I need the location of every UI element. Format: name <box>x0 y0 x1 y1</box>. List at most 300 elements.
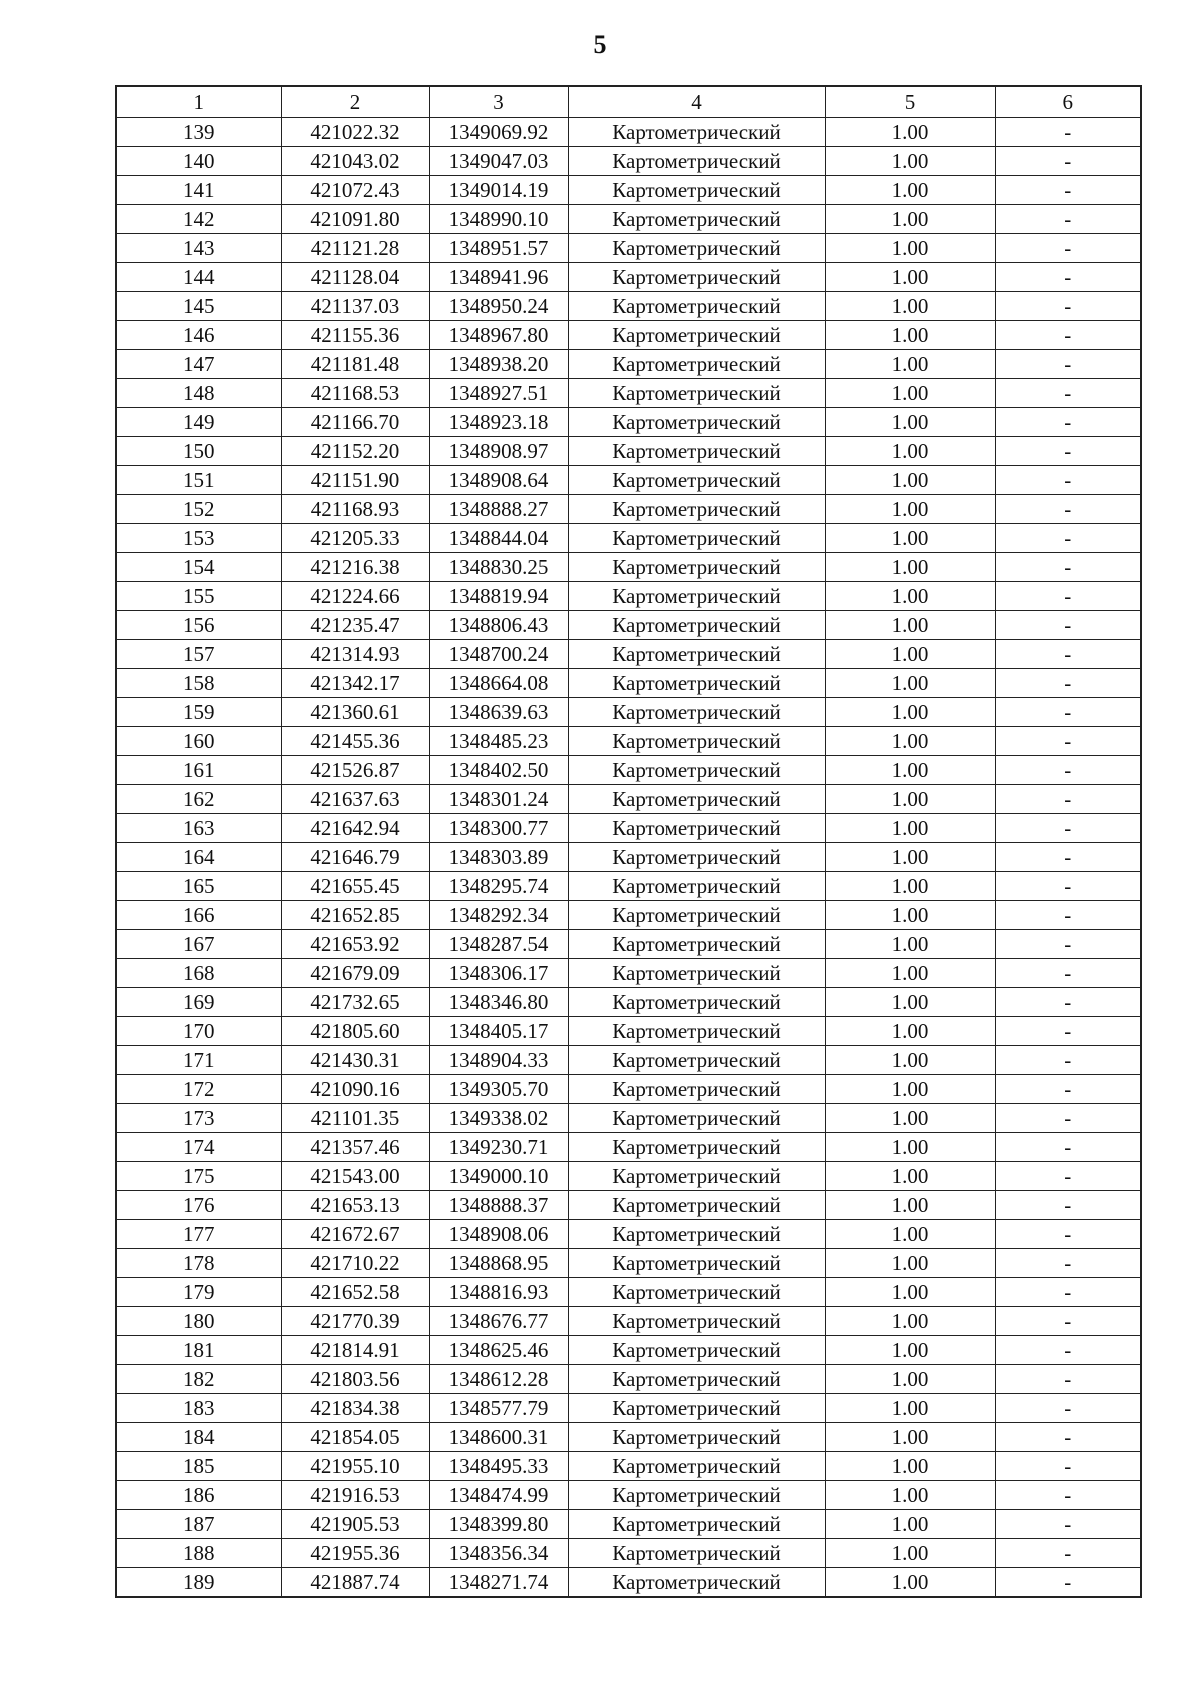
table-row <box>116 379 1141 408</box>
point-number-cell: 180 <box>116 1307 281 1336</box>
description-cell: - <box>995 1568 1141 1598</box>
point-number-cell: 175 <box>116 1162 281 1191</box>
description-cell: - <box>995 1046 1141 1075</box>
description-cell: - <box>995 1017 1141 1046</box>
y-coordinate-cell: 1348600.31 <box>429 1423 568 1452</box>
method-cell: Картометрический <box>568 1452 825 1481</box>
table-row <box>116 1017 1141 1046</box>
description-cell: - <box>995 118 1141 147</box>
y-coordinate-cell: 1348399.80 <box>429 1510 568 1539</box>
y-coordinate-cell: 1348306.17 <box>429 959 568 988</box>
y-coordinate-cell: 1348816.93 <box>429 1278 568 1307</box>
description-cell: - <box>995 350 1141 379</box>
table-row <box>116 1336 1141 1365</box>
table-row <box>116 1510 1141 1539</box>
point-number-cell: 185 <box>116 1452 281 1481</box>
description-cell: - <box>995 872 1141 901</box>
point-number-cell: 147 <box>116 350 281 379</box>
table-row <box>116 872 1141 901</box>
point-number-cell: 153 <box>116 524 281 553</box>
accuracy-cell: 1.00 <box>825 1307 995 1336</box>
point-number-cell: 142 <box>116 205 281 234</box>
method-cell: Картометрический <box>568 785 825 814</box>
method-cell: Картометрический <box>568 930 825 959</box>
x-coordinate-cell: 421430.31 <box>281 1046 429 1075</box>
header-row <box>116 86 1141 118</box>
y-coordinate-cell: 1348292.34 <box>429 901 568 930</box>
method-cell: Картометрический <box>568 1394 825 1423</box>
accuracy-cell: 1.00 <box>825 582 995 611</box>
method-cell: Картометрический <box>568 495 825 524</box>
method-cell: Картометрический <box>568 988 825 1017</box>
x-coordinate-cell: 421224.66 <box>281 582 429 611</box>
accuracy-cell: 1.00 <box>825 147 995 176</box>
y-coordinate-cell: 1348346.80 <box>429 988 568 1017</box>
description-cell: - <box>995 727 1141 756</box>
x-coordinate-cell: 421955.10 <box>281 1452 429 1481</box>
method-cell: Картометрический <box>568 1017 825 1046</box>
coordinates-table <box>115 85 1142 1598</box>
accuracy-cell: 1.00 <box>825 292 995 321</box>
x-coordinate-cell: 421770.39 <box>281 1307 429 1336</box>
point-number-cell: 187 <box>116 1510 281 1539</box>
x-coordinate-cell: 421646.79 <box>281 843 429 872</box>
y-coordinate-cell: 1348990.10 <box>429 205 568 234</box>
y-coordinate-cell: 1348356.34 <box>429 1539 568 1568</box>
description-cell: - <box>995 756 1141 785</box>
table-row <box>116 553 1141 582</box>
description-cell: - <box>995 408 1141 437</box>
table-row <box>116 408 1141 437</box>
y-coordinate-cell: 1348625.46 <box>429 1336 568 1365</box>
page-number: 5 <box>593 30 607 59</box>
description-cell: - <box>995 1307 1141 1336</box>
column-header: 6 <box>995 86 1141 118</box>
point-number-cell: 168 <box>116 959 281 988</box>
table-row <box>116 611 1141 640</box>
column-header: 1 <box>116 86 281 118</box>
point-number-cell: 151 <box>116 466 281 495</box>
accuracy-cell: 1.00 <box>825 1046 995 1075</box>
y-coordinate-cell: 1348402.50 <box>429 756 568 785</box>
point-number-cell: 146 <box>116 321 281 350</box>
description-cell: - <box>995 1394 1141 1423</box>
x-coordinate-cell: 421655.45 <box>281 872 429 901</box>
accuracy-cell: 1.00 <box>825 408 995 437</box>
x-coordinate-cell: 421543.00 <box>281 1162 429 1191</box>
x-coordinate-cell: 421679.09 <box>281 959 429 988</box>
method-cell: Картометрический <box>568 437 825 466</box>
x-coordinate-cell: 421905.53 <box>281 1510 429 1539</box>
y-coordinate-cell: 1348830.25 <box>429 553 568 582</box>
y-coordinate-cell: 1348904.33 <box>429 1046 568 1075</box>
point-number-cell: 186 <box>116 1481 281 1510</box>
method-cell: Картометрический <box>568 553 825 582</box>
accuracy-cell: 1.00 <box>825 118 995 147</box>
point-number-cell: 154 <box>116 553 281 582</box>
x-coordinate-cell: 421128.04 <box>281 263 429 292</box>
description-cell: - <box>995 640 1141 669</box>
table-row <box>116 1133 1141 1162</box>
x-coordinate-cell: 421803.56 <box>281 1365 429 1394</box>
description-cell: - <box>995 466 1141 495</box>
table-row <box>116 785 1141 814</box>
method-cell: Картометрический <box>568 147 825 176</box>
point-number-cell: 159 <box>116 698 281 727</box>
description-cell: - <box>995 611 1141 640</box>
accuracy-cell: 1.00 <box>825 1365 995 1394</box>
point-number-cell: 171 <box>116 1046 281 1075</box>
x-coordinate-cell: 421072.43 <box>281 176 429 205</box>
x-coordinate-cell: 421235.47 <box>281 611 429 640</box>
x-coordinate-cell: 421652.85 <box>281 901 429 930</box>
accuracy-cell: 1.00 <box>825 1104 995 1133</box>
method-cell: Картометрический <box>568 843 825 872</box>
description-cell: - <box>995 524 1141 553</box>
x-coordinate-cell: 421805.60 <box>281 1017 429 1046</box>
table-row <box>116 727 1141 756</box>
y-coordinate-cell: 1348639.63 <box>429 698 568 727</box>
y-coordinate-cell: 1349014.19 <box>429 176 568 205</box>
x-coordinate-cell: 421342.17 <box>281 669 429 698</box>
point-number-cell: 150 <box>116 437 281 466</box>
accuracy-cell: 1.00 <box>825 1336 995 1365</box>
x-coordinate-cell: 421090.16 <box>281 1075 429 1104</box>
x-coordinate-cell: 421091.80 <box>281 205 429 234</box>
point-number-cell: 152 <box>116 495 281 524</box>
y-coordinate-cell: 1348908.06 <box>429 1220 568 1249</box>
method-cell: Картометрический <box>568 814 825 843</box>
y-coordinate-cell: 1349069.92 <box>429 118 568 147</box>
accuracy-cell: 1.00 <box>825 669 995 698</box>
method-cell: Картометрический <box>568 1249 825 1278</box>
y-coordinate-cell: 1348908.97 <box>429 437 568 466</box>
column-header: 4 <box>568 86 825 118</box>
description-cell: - <box>995 843 1141 872</box>
x-coordinate-cell: 421887.74 <box>281 1568 429 1598</box>
method-cell: Картометрический <box>568 1481 825 1510</box>
accuracy-cell: 1.00 <box>825 727 995 756</box>
accuracy-cell: 1.00 <box>825 1133 995 1162</box>
accuracy-cell: 1.00 <box>825 901 995 930</box>
method-cell: Картометрический <box>568 321 825 350</box>
y-coordinate-cell: 1348295.74 <box>429 872 568 901</box>
description-cell: - <box>995 988 1141 1017</box>
y-coordinate-cell: 1348888.37 <box>429 1191 568 1220</box>
table-row <box>116 988 1141 1017</box>
point-number-cell: 169 <box>116 988 281 1017</box>
description-cell: - <box>995 698 1141 727</box>
method-cell: Картометрический <box>568 118 825 147</box>
table-row <box>116 437 1141 466</box>
description-cell: - <box>995 1133 1141 1162</box>
table-row <box>116 1481 1141 1510</box>
accuracy-cell: 1.00 <box>825 524 995 553</box>
y-coordinate-cell: 1348287.54 <box>429 930 568 959</box>
point-number-cell: 140 <box>116 147 281 176</box>
x-coordinate-cell: 421022.32 <box>281 118 429 147</box>
method-cell: Картометрический <box>568 350 825 379</box>
accuracy-cell: 1.00 <box>825 1539 995 1568</box>
y-coordinate-cell: 1348844.04 <box>429 524 568 553</box>
method-cell: Картометрический <box>568 901 825 930</box>
y-coordinate-cell: 1348938.20 <box>429 350 568 379</box>
x-coordinate-cell: 421043.02 <box>281 147 429 176</box>
description-cell: - <box>995 437 1141 466</box>
method-cell: Картометрический <box>568 1568 825 1598</box>
x-coordinate-cell: 421151.90 <box>281 466 429 495</box>
method-cell: Картометрический <box>568 756 825 785</box>
description-cell: - <box>995 1336 1141 1365</box>
x-coordinate-cell: 421672.67 <box>281 1220 429 1249</box>
description-cell: - <box>995 495 1141 524</box>
accuracy-cell: 1.00 <box>825 785 995 814</box>
method-cell: Картометрический <box>568 524 825 553</box>
y-coordinate-cell: 1349230.71 <box>429 1133 568 1162</box>
accuracy-cell: 1.00 <box>825 698 995 727</box>
point-number-cell: 165 <box>116 872 281 901</box>
point-number-cell: 173 <box>116 1104 281 1133</box>
table-row <box>116 147 1141 176</box>
accuracy-cell: 1.00 <box>825 1249 995 1278</box>
point-number-cell: 161 <box>116 756 281 785</box>
description-cell: - <box>995 553 1141 582</box>
x-coordinate-cell: 421357.46 <box>281 1133 429 1162</box>
point-number-cell: 179 <box>116 1278 281 1307</box>
y-coordinate-cell: 1348868.95 <box>429 1249 568 1278</box>
table-row <box>116 1104 1141 1133</box>
y-coordinate-cell: 1348664.08 <box>429 669 568 698</box>
point-number-cell: 181 <box>116 1336 281 1365</box>
y-coordinate-cell: 1348301.24 <box>429 785 568 814</box>
x-coordinate-cell: 421653.13 <box>281 1191 429 1220</box>
accuracy-cell: 1.00 <box>825 553 995 582</box>
method-cell: Картометрический <box>568 1539 825 1568</box>
description-cell: - <box>995 1423 1141 1452</box>
point-number-cell: 145 <box>116 292 281 321</box>
y-coordinate-cell: 1348908.64 <box>429 466 568 495</box>
point-number-cell: 189 <box>116 1568 281 1598</box>
description-cell: - <box>995 205 1141 234</box>
point-number-cell: 156 <box>116 611 281 640</box>
point-number-cell: 184 <box>116 1423 281 1452</box>
point-number-cell: 144 <box>116 263 281 292</box>
accuracy-cell: 1.00 <box>825 1568 995 1598</box>
x-coordinate-cell: 421168.53 <box>281 379 429 408</box>
y-coordinate-cell: 1348700.24 <box>429 640 568 669</box>
y-coordinate-cell: 1348923.18 <box>429 408 568 437</box>
x-coordinate-cell: 421834.38 <box>281 1394 429 1423</box>
point-number-cell: 155 <box>116 582 281 611</box>
accuracy-cell: 1.00 <box>825 437 995 466</box>
accuracy-cell: 1.00 <box>825 930 995 959</box>
method-cell: Картометрический <box>568 1191 825 1220</box>
table-row <box>116 669 1141 698</box>
table-row <box>116 1075 1141 1104</box>
accuracy-cell: 1.00 <box>825 1075 995 1104</box>
description-cell: - <box>995 582 1141 611</box>
method-cell: Картометрический <box>568 176 825 205</box>
y-coordinate-cell: 1348303.89 <box>429 843 568 872</box>
y-coordinate-cell: 1348612.28 <box>429 1365 568 1394</box>
x-coordinate-cell: 421216.38 <box>281 553 429 582</box>
accuracy-cell: 1.00 <box>825 205 995 234</box>
point-number-cell: 163 <box>116 814 281 843</box>
table-row <box>116 814 1141 843</box>
method-cell: Картометрический <box>568 292 825 321</box>
y-coordinate-cell: 1348941.96 <box>429 263 568 292</box>
accuracy-cell: 1.00 <box>825 640 995 669</box>
accuracy-cell: 1.00 <box>825 1191 995 1220</box>
accuracy-cell: 1.00 <box>825 1220 995 1249</box>
point-number-cell: 183 <box>116 1394 281 1423</box>
y-coordinate-cell: 1348888.27 <box>429 495 568 524</box>
x-coordinate-cell: 421121.28 <box>281 234 429 263</box>
table-row <box>116 640 1141 669</box>
table-row <box>116 524 1141 553</box>
method-cell: Картометрический <box>568 205 825 234</box>
description-cell: - <box>995 1191 1141 1220</box>
method-cell: Картометрический <box>568 263 825 292</box>
table-row <box>116 466 1141 495</box>
accuracy-cell: 1.00 <box>825 263 995 292</box>
x-coordinate-cell: 421181.48 <box>281 350 429 379</box>
method-cell: Картометрический <box>568 1220 825 1249</box>
point-number-cell: 174 <box>116 1133 281 1162</box>
accuracy-cell: 1.00 <box>825 988 995 1017</box>
method-cell: Картометрический <box>568 1336 825 1365</box>
table-row <box>116 350 1141 379</box>
point-number-cell: 158 <box>116 669 281 698</box>
point-number-cell: 188 <box>116 1539 281 1568</box>
accuracy-cell: 1.00 <box>825 321 995 350</box>
y-coordinate-cell: 1348271.74 <box>429 1568 568 1598</box>
accuracy-cell: 1.00 <box>825 234 995 263</box>
accuracy-cell: 1.00 <box>825 959 995 988</box>
x-coordinate-cell: 421854.05 <box>281 1423 429 1452</box>
table-row <box>116 901 1141 930</box>
x-coordinate-cell: 421642.94 <box>281 814 429 843</box>
table-row <box>116 495 1141 524</box>
description-cell: - <box>995 1481 1141 1510</box>
y-coordinate-cell: 1348951.57 <box>429 234 568 263</box>
table-row <box>116 1394 1141 1423</box>
description-cell: - <box>995 1220 1141 1249</box>
point-number-cell: 157 <box>116 640 281 669</box>
method-cell: Картометрический <box>568 1104 825 1133</box>
y-coordinate-cell: 1348485.23 <box>429 727 568 756</box>
table-header <box>116 86 1141 118</box>
method-cell: Картометрический <box>568 1046 825 1075</box>
y-coordinate-cell: 1348474.99 <box>429 1481 568 1510</box>
point-number-cell: 166 <box>116 901 281 930</box>
description-cell: - <box>995 785 1141 814</box>
description-cell: - <box>995 292 1141 321</box>
y-coordinate-cell: 1348806.43 <box>429 611 568 640</box>
description-cell: - <box>995 1539 1141 1568</box>
table-row <box>116 930 1141 959</box>
description-cell: - <box>995 1365 1141 1394</box>
table-row <box>116 1452 1141 1481</box>
table-body <box>116 118 1141 1598</box>
description-cell: - <box>995 147 1141 176</box>
y-coordinate-cell: 1348950.24 <box>429 292 568 321</box>
method-cell: Картометрический <box>568 1278 825 1307</box>
table-row <box>116 1046 1141 1075</box>
y-coordinate-cell: 1349338.02 <box>429 1104 568 1133</box>
table-row <box>116 582 1141 611</box>
table-row <box>116 698 1141 727</box>
y-coordinate-cell: 1348967.80 <box>429 321 568 350</box>
x-coordinate-cell: 421314.93 <box>281 640 429 669</box>
column-header: 2 <box>281 86 429 118</box>
method-cell: Картометрический <box>568 408 825 437</box>
accuracy-cell: 1.00 <box>825 1162 995 1191</box>
description-cell: - <box>995 1278 1141 1307</box>
accuracy-cell: 1.00 <box>825 756 995 785</box>
method-cell: Картометрический <box>568 727 825 756</box>
table-row <box>116 959 1141 988</box>
y-coordinate-cell: 1348495.33 <box>429 1452 568 1481</box>
table-row <box>116 1191 1141 1220</box>
table-row <box>116 292 1141 321</box>
table-row <box>116 118 1141 147</box>
x-coordinate-cell: 421652.58 <box>281 1278 429 1307</box>
table-row <box>116 756 1141 785</box>
x-coordinate-cell: 421916.53 <box>281 1481 429 1510</box>
table-row <box>116 1365 1141 1394</box>
point-number-cell: 148 <box>116 379 281 408</box>
table-row <box>116 1423 1141 1452</box>
table-row <box>116 1162 1141 1191</box>
accuracy-cell: 1.00 <box>825 350 995 379</box>
x-coordinate-cell: 421168.93 <box>281 495 429 524</box>
description-cell: - <box>995 901 1141 930</box>
method-cell: Картометрический <box>568 379 825 408</box>
accuracy-cell: 1.00 <box>825 1394 995 1423</box>
description-cell: - <box>995 234 1141 263</box>
method-cell: Картометрический <box>568 1307 825 1336</box>
table-row <box>116 1307 1141 1336</box>
description-cell: - <box>995 1249 1141 1278</box>
x-coordinate-cell: 421653.92 <box>281 930 429 959</box>
accuracy-cell: 1.00 <box>825 1481 995 1510</box>
method-cell: Картометрический <box>568 1510 825 1539</box>
y-coordinate-cell: 1348676.77 <box>429 1307 568 1336</box>
accuracy-cell: 1.00 <box>825 611 995 640</box>
point-number-cell: 178 <box>116 1249 281 1278</box>
point-number-cell: 164 <box>116 843 281 872</box>
table-row <box>116 263 1141 292</box>
method-cell: Картометрический <box>568 1133 825 1162</box>
point-number-cell: 172 <box>116 1075 281 1104</box>
x-coordinate-cell: 421710.22 <box>281 1249 429 1278</box>
description-cell: - <box>995 1510 1141 1539</box>
method-cell: Картометрический <box>568 1075 825 1104</box>
column-header: 3 <box>429 86 568 118</box>
method-cell: Картометрический <box>568 669 825 698</box>
accuracy-cell: 1.00 <box>825 495 995 524</box>
method-cell: Картометрический <box>568 466 825 495</box>
method-cell: Картометрический <box>568 611 825 640</box>
description-cell: - <box>995 379 1141 408</box>
y-coordinate-cell: 1348927.51 <box>429 379 568 408</box>
x-coordinate-cell: 421637.63 <box>281 785 429 814</box>
point-number-cell: 162 <box>116 785 281 814</box>
description-cell: - <box>995 669 1141 698</box>
y-coordinate-cell: 1349305.70 <box>429 1075 568 1104</box>
x-coordinate-cell: 421137.03 <box>281 292 429 321</box>
